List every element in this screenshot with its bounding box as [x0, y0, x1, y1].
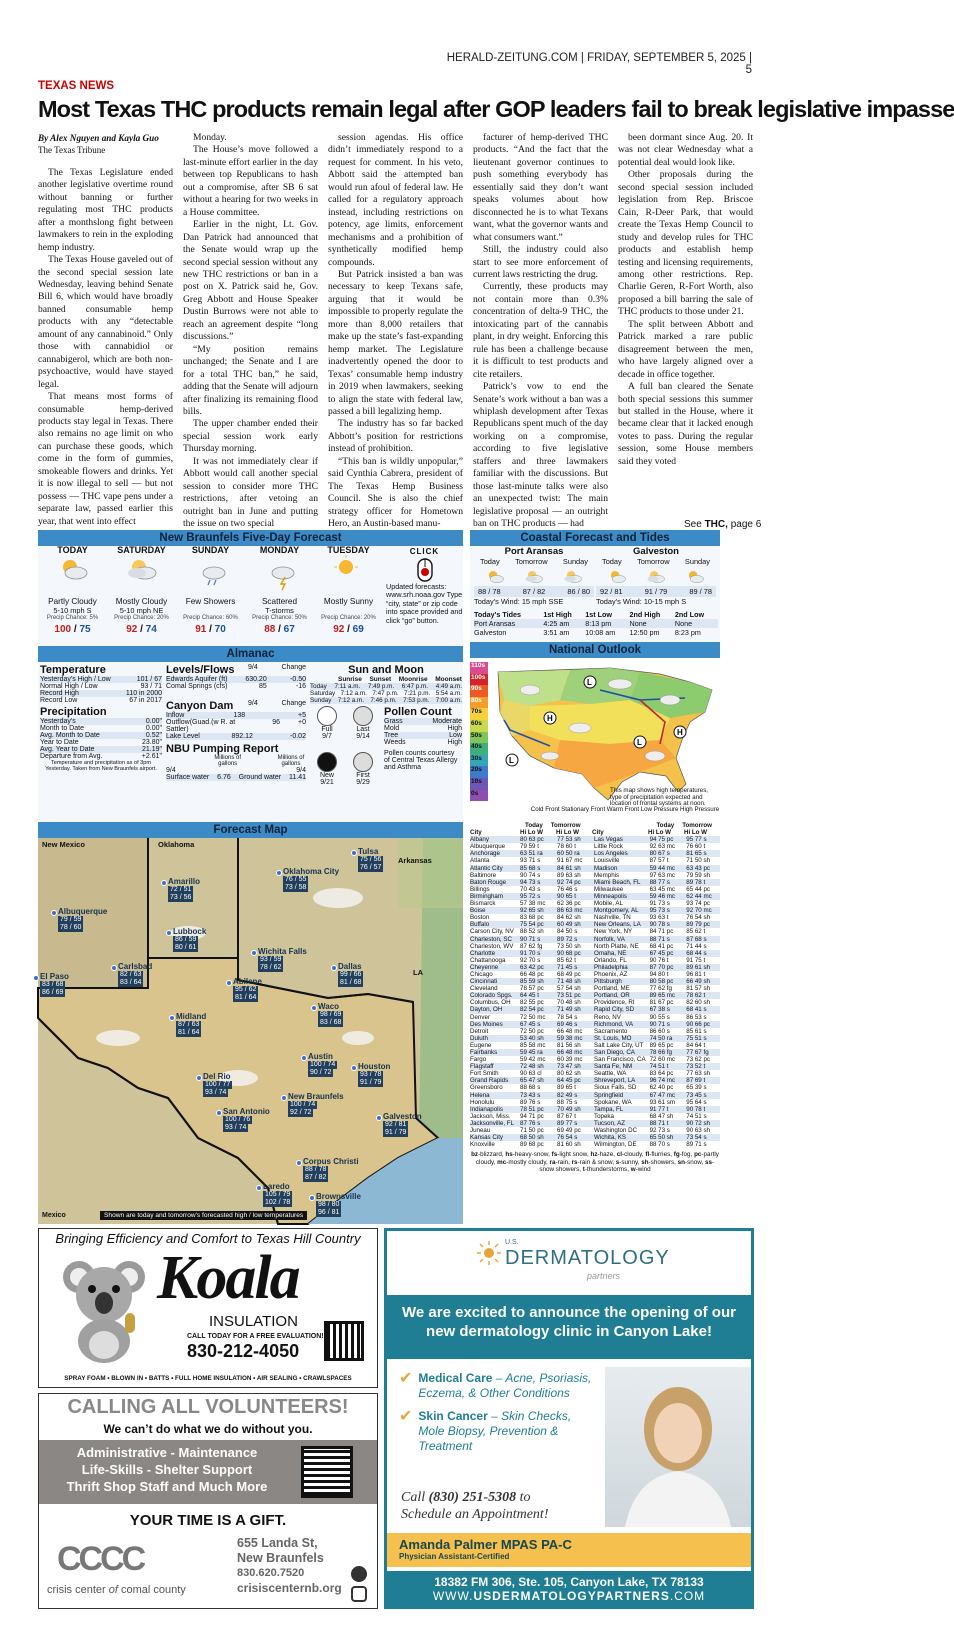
paragraph: The split between Abbott and Patrick marked a rare public disagreement between the men, who have largely aligned over a decade in office together.: [618, 318, 753, 380]
table-row: St. Louis, MO 74 50 ra 75 51 s: [594, 1035, 720, 1042]
temp-band: 10s: [470, 778, 488, 790]
moon-icon: [317, 706, 337, 726]
city-dot-icon: [256, 1185, 262, 1191]
levels-block: Levels/Flows 9/4 Change Edwards Aquifer (ft) 630.20 -0.50 Comal Springs (cfs) 85 -16 Canyon Dam 9/4 Change Inflow 138 +5 Outflow(Guad.(w R. at Sattler) 96 +0 Lake Level 892.12 -0.02 NBU Pumping Report Millions of gallons Millions of gallons 9/4 9/4 Surface water 6.76 Ground water 11.41: [166, 664, 306, 781]
map-city: Corpus Christi 88 / 78 87 / 82: [303, 1158, 359, 1182]
city-dot-icon: [111, 965, 117, 971]
city-dot-icon: [281, 1095, 287, 1101]
paragraph: facturer of hemp-derived THC products. “And the fact that the lieutenant governor continues to push something everybody has essentially said they don’t want speaks volumes about how disconnected he is to what Texans want, what the governor wants and what consumers want.”: [473, 132, 608, 243]
texas-map: [38, 838, 463, 1224]
table-row: Minneapolis 59 46 mc 62 44 mc: [594, 893, 720, 900]
table-row: Richmond, VA 90 71 s 90 66 pc: [594, 1021, 720, 1028]
map-state-label: Oklahoma: [158, 840, 195, 849]
table-row: Atlantic City 85 68 s 84 61 sh: [470, 865, 594, 872]
tides-table: Today's Tides 1st High 1st Low 2nd High 2nd Low Port Aransas 4:25 am 8:13 pm None None Galveston 3:51 am 10:08 am 12:50 pm 8:23 pm: [474, 610, 718, 637]
almanac-row: Record Low 67 in 2017: [40, 697, 162, 704]
table-row: Detroit 72 50 pc 66 48 mc: [470, 1027, 583, 1035]
map-city: Dallas 99 / 66 81 / 68: [338, 963, 363, 987]
moon-icon: [353, 706, 373, 726]
sun-row: Sunday 7:12 a.m. 7:46 p.m. 7:53 p.m. 7:00 a.m.: [310, 697, 462, 704]
city-dot-icon: [376, 1115, 382, 1121]
temp-band: 80s: [470, 697, 488, 709]
table-row: Charleston, WV 87 62 fg 73 50 sh: [470, 942, 581, 950]
table-row: Wilmington, DE 88 70 s 89 71 s: [594, 1141, 707, 1149]
article-column-1: [38, 132, 173, 527]
hi-lo: 100 / 75: [54, 624, 91, 635]
table-row: Chicago 66 48 pc 68 49 pc: [470, 970, 581, 978]
almanac-panel: [38, 662, 463, 822]
table-row: Indianapolis 78 51 pc 70 49 sh: [470, 1106, 594, 1113]
hi-lo: 92 / 69: [333, 624, 364, 635]
temperature-block: Temperature Yesterday's High / Low 101 / 67 Normal High / Low 93 / 71 Record High 110 in 2000 Record Low 67 in 2017 Precipitation Yesterday's 0.00" Month to Date 0.00" Avg. Month to Date 0.52" Year to Date 23.80" Avg. Year to Date 21.19" Departure from Avg. +2.61" Temperature and precipitation as of 3pm Yesterday. Taken from New Braunfels airport.: [40, 664, 162, 772]
article-column-4: [473, 132, 608, 530]
paragraph: Patrick’s vow to end the Senate’s work without a ban was a whiplash development after Texas Republicans spent much of the day working on a compromise, according to five legislative staffers and three lawmakers familiar with the discussions. But those last-minute talks were also an unexpected twist: The main legislative proposal — an outright ban on THC products — had: [473, 381, 608, 530]
table-row: Denver 72 50 mc 78 54 s: [470, 1013, 578, 1021]
port-aransas-block: Port Aransas Today Tomorrow Sunday 88 / 78 87 / 82 86 / 80 Today's Wind: 15 mph SSE: [474, 546, 594, 606]
temp-band: 60s: [470, 720, 488, 732]
table-row: Cleveland 78 57 pc 57 54 sh: [470, 985, 581, 993]
forecast-title: New Braunfels Five-Day Forecast: [38, 530, 463, 546]
moon-phase-first: First 9/29: [346, 752, 380, 786]
table-row: Montgomery, AL 95 73 s 92 70 mc: [594, 907, 720, 914]
map-state-label: Arkansas: [398, 856, 432, 865]
table-row: Flagstaff 72 48 sh 73 47 sh: [470, 1063, 594, 1070]
table-row: Santa Fe, NM 74 51 t 73 52 t: [594, 1063, 720, 1070]
mouse-icon: [386, 557, 463, 583]
partly-cloudy-icon: [606, 568, 628, 584]
map-city: Wichita Falls 93 / 59 78 / 62: [258, 948, 307, 972]
click-box[interactable]: CLICK Updated forecasts: www.srh.noaa.gov Type “city, state” or zip code into space provided and click “go” button.: [386, 547, 463, 625]
table-row: Nashville, TN 93 63 t 76 54 sh: [594, 914, 711, 922]
table-row: San Diego, CA 78 66 fg 77 67 fg: [594, 1049, 720, 1056]
table-row: Knoxville 89 68 pc 81 60 sh: [470, 1141, 581, 1149]
partly-cloudy-icon: [40, 555, 105, 597]
weather-code-legend: bz-blizzard, hs-heavy-snow, fs-light snow, hz-haze, cl-cloudy, fl-flurries, fg-fog, pc-partly cloudy, mc-mostly cloudy, ra-rain, rs-rain & snow, s-sunny, sh-showers, sn-snow, ss-snow showers, t-thunderstorms, w-wind: [471, 1151, 719, 1173]
city-dot-icon: [169, 1015, 175, 1021]
temp-band: 100s: [470, 674, 488, 686]
map-city: Galveston 92 / 81 91 / 79: [383, 1113, 422, 1137]
table-row: Billings 70 43 s 76 46 s: [470, 885, 578, 893]
map-state-label: New Mexico: [42, 840, 85, 849]
table-row: Cincinnati 85 59 sh 71 48 sh: [470, 978, 594, 985]
legend-item: Stationary Front: [561, 806, 606, 813]
table-row: Philadelphia 87 70 pc 89 61 sh: [594, 964, 720, 971]
table-row: Portland, OR 89 65 mc 78 62 t: [594, 992, 720, 999]
paragraph: been dormant since Aug. 20. It was not clear Wednesday what a potential deal would look like.: [618, 132, 753, 168]
city-table: Today Tomorrow Today Tomorrow City Hi Lo W Hi Lo W City Hi Lo W Hi Lo W Albany 80 63 pc 77 53 sh Albuquerque 79 59 t 78 60 t Anchorage 63 51 ra 60 50 ra Atlanta 93 71 s 91 67 mc Atlantic City 85 68 s 84 61 sh Baltimore 90 74 s 89 63 sh Baton Rouge 94 73 s 92 74 pc Billings 70 43 s 76 46 s Birmingham 95 72 s 90 65 t Bismarck 57 38 mc 62 36 pc Boise 92 65 sh 86 63 mc Boston 83 68 pc 84 62 sh Buffalo 75 54 pc 60 49 sh Carson City, NV 88 52 sh 84 50 s Charleston, SC 90 71 s 89 72 s Charleston, WV 87 62 fg 73 50 sh Charlotte 91 70 s 90 68 pc Chattanooga 92 70 s 85 62 t Cheyenne 63 42 pc 71 45 s Chicago 66 48 pc 68 49 pc Cincinnati 85 59 sh 71 48 sh Cleveland 78 57 pc 57 54 sh Colorado Spgs. 64 45 t 73 51 pc Columbus, OH 82 55 pc 70 48 sh Dayton, OH 82 54 pc 71 49 sh Denver 72 50 mc 78 54 s Des Moines 67 45 s 69 46 s Detroit 72 50 pc 66 48 mc Duluth 53 40 sh 59 38 mc Eugene 85 58 mc 81 56 sh Fairbanks 59 45 ra 66 48 mc Fargo 59 42 mc 60 39 mc Flagstaff 72 48 sh 73 47 sh Fort Smith 90 63 cl 80 62 sh Grand Rapids 65 47 sh 64 45 pc Greensboro 88 68 s 89 65 t Helena 73 43 s 82 49 s Honolulu 89 76 s 88 75 s Indianapolis 78 51 pc 70 49 sh Jackson, Miss. 94 71 pc 87 67 t Jacksonville, FL 87 76 s 89 77 s Juneau 71 50 pc 69 49 pc Kansas City 68 50 sh 76 54 s Knoxville 89 68 pc 81 60 sh Las Vegas 94 75 pc 95 77 s Little Rock 92 63 mc 76 60 t Los Angeles 80 67 s 81 65 s Louisville 87 57 t 71 50 sh Madison 59 44 mc 63 43 pc Memphis 97 63 mc 79 59 sh Miami Beach, FL 88 77 s 89 78 t Milwaukee 63 45 mc 65 44 pc Minneapolis 59 46 mc 62 44 mc Mobile, AL 91 73 s 93 74 pc Montgomery, AL 95 73 s 92 70 mc Nashville, TN 93 63 t 76 54 sh New Orleans, LA 90 78 s 89 79 pc New York, NY 84 71 pc 85 62 t Norfolk, VA 88 71 s 87 68 s North Platte, NE 68 41 pc 71 44 s Omaha, NE 67 45 pc 68 44 s Orlando, FL 90 76 t 91 75 t Philadelphia 87 70 pc 89 61 sh Phoenix, AZ 94 80 t 96 81 t Pittsburgh 80 58 pc 66 49 sh Portland, ME 77 62 fg 81 57 sh Portland, OR 89 65 mc 78 62 t Providence, RI 81 67 pc 82 60 sh Rapid City, SD 67 38 s 68 41 s Reno, NV 90 55 s 86 53 s Richmond, VA 90 71 s 90 66 pc Sacramento 86 60 s 85 61 s St. Louis, MO 74 50 ra 75 51 s Salt Lake City, UT 89 65 pc 84 64 t San Diego, CA 78 66 fg 77 67 fg San Francisco, CA 72 60 mc 73 62 pc Santa Fe, NM 74 51 t 73 52 t Seattle, WA 83 64 pc 77 63 sh Shreveport, LA 96 74 mc 87 69 t Sioux Falls, SD 62 40 pc 65 39 s Springfield 67 47 mc 73 45 s Spokane, WA 93 61 sm 95 64 s Tampa, FL 91 77 t 90 78 t Topeka 68 47 sh 74 51 s Tucson, AZ 88 71 t 90 72 sh Washington DC 92 73 s 90 63 sh Wichita, KS 65 50 sh 73 54 s Wilmington, DE 88 70 s 89 71 s bz-blizzard, hs-heavy-snow, fs-light snow, hz-haze, cl-cloudy, fl-flurries, fg-fog, pc-partly cloudy, mc-mostly cloudy, ra-rain, rs-rain & snow, s-sunny, sh-showers, sn-snow, ss-snow showers, t-thunderstorms, w-wind: [470, 822, 719, 1173]
map-city: Waco 98 / 69 83 / 68: [318, 1003, 343, 1027]
table-row: Cheyenne 63 42 pc 71 45 s: [470, 964, 594, 971]
table-row: Seattle, WA 83 64 pc 77 63 sh: [594, 1070, 711, 1078]
table-row: Memphis 97 63 mc 79 59 sh: [594, 871, 711, 879]
map-city: Amarillo 72 / 51 73 / 56: [168, 878, 200, 902]
paragraph: Still, the industry could also start to see more enforcement of current laws restricting the drug.: [473, 244, 608, 280]
paragraph: But Patrick insisted a ban was necessary to keep Texans safe, arguing that it would be impossible to properly regulate the more than 8,000 retailers that make up the state’s fast-expanding hemp market. The Legislature inadvertently opened the door to Texas’ consumable hemp industry in 2019 when lawmakers, seeking to align the state with federal law, passed a bill legalizing hemp.: [328, 268, 463, 417]
paragraph: The upper chamber ended their special session work early Thursday morning.: [183, 418, 318, 455]
hi-lo: 88 / 67: [264, 624, 295, 635]
map-caption: Shown are today and tomorrow's forecasted high / low temperatures: [100, 1211, 307, 1220]
legend-item: Warm Front: [606, 806, 640, 813]
almanac-row: Tree Low: [384, 732, 462, 739]
moon-phases: [310, 706, 380, 801]
temp-band: 50s: [470, 732, 488, 744]
table-row: Sioux Falls, SD 62 40 pc 65 39 s: [594, 1084, 707, 1092]
cloudy-icon: [523, 568, 545, 584]
low-pressure-icon: [634, 736, 646, 748]
paragraph: Other proposals during the second special session included legislation from Rep. Briscoe Cain, R-Deer Park, that would create the Texas Hemp Council to study and develop rules for THC products and establish hemp testing and licensing requirements, among other restrictions. Rep. Charlie Geren, R-Fort Worth, also proposed a bill barring the sale of THC products to those under 21.: [618, 169, 753, 318]
almanac-row: Edwards Aquifer (ft) 630.20 -0.50: [166, 676, 306, 683]
almanac-row: Weeds High: [384, 739, 462, 746]
derm-logo: U.S. DERMATOLOGY partners: [477, 1239, 677, 1287]
cloudy-icon: [562, 568, 584, 584]
table-row: Buffalo 75 54 pc 60 49 sh: [470, 921, 594, 928]
table-row: Madison 59 44 mc 63 43 pc: [594, 865, 720, 872]
paragraph: It was not immediately clear if Abbott would call another special session to consider more THC restrictions, after vetoing an outright ban in June and putting the issue on two special: [183, 455, 318, 530]
legend-item: Cold Front: [530, 806, 560, 813]
map-city: Austin 100 / 74 90 / 72: [308, 1053, 337, 1077]
map-state-label: LA: [413, 968, 423, 977]
svg-text:L: L: [509, 756, 514, 765]
city-dot-icon: [331, 965, 337, 971]
koala-ad[interactable]: Bringing Efficiency and Comfort to Texas Hill Country Koala INSULATION CALL TODAY FOR A FREE EVALUATION! 830-212-4050 SPRAY FOAM • BLOWN IN • BATTS • FULL HOME INSULATION • AIR SEALING • CRAWLSPACES: [38, 1228, 378, 1388]
city-dot-icon: [216, 1110, 222, 1116]
koala-phone[interactable]: 830-212-4050: [187, 1341, 300, 1361]
almanac-row: Yesterday's 0.00": [40, 718, 162, 725]
table-row: San Francisco, CA 72 60 mc 73 62 pc: [594, 1056, 711, 1064]
almanac-row: Grass Moderate: [384, 718, 462, 725]
moon-icon: [317, 752, 337, 772]
article-column-5: [618, 132, 753, 502]
cloudy-icon: [645, 568, 667, 584]
city-dot-icon: [33, 975, 39, 981]
low-pressure-icon: [506, 754, 518, 766]
svg-text:H: H: [547, 714, 553, 723]
map-city: Midland 87 / 63 81 / 64: [176, 1013, 206, 1037]
sun-row: Saturday 7:12 a.m. 7:47 p.m. 7:21 p.m. 5:54 a.m.: [310, 690, 462, 697]
almanac-title: Almanac: [38, 646, 463, 662]
paragraph: Monday.: [193, 132, 227, 143]
table-row: Fargo 59 42 mc 60 39 mc: [470, 1056, 583, 1064]
paragraph: The Texas House gaveled out of the second special session late Wednesday, leaving behind Senate Bill 6, which would have broadly banned consumable hemp products with any “detectable amount of any cannabinoid.” Only those with cannabidiol or cannabigerol, which are both non-psychoactive, would have stayed legal.: [38, 254, 173, 390]
table-row: Honolulu 89 76 s 88 75 s: [470, 1098, 578, 1106]
almanac-row: Mold High: [384, 725, 462, 732]
doctor-photo: [605, 1367, 751, 1527]
city-dot-icon: [351, 1065, 357, 1071]
map-city: Abilene 95 / 62 81 / 64: [233, 978, 262, 1002]
city-dot-icon: [166, 930, 172, 936]
instagram-icon[interactable]: [351, 1586, 367, 1602]
temp-band: 40s: [470, 743, 488, 755]
national-title: National Outlook: [470, 642, 720, 658]
table-row: Providence, RI 81 67 pc 82 60 sh: [594, 999, 711, 1007]
forecast-day-3: SUNDAY Few Showers Precip Chance: 60% 91 / 70: [178, 545, 243, 635]
city-dot-icon: [251, 950, 257, 956]
partly-cloudy-icon: [484, 568, 506, 584]
table-row: Spokane, WA 93 61 sm 95 64 s: [594, 1098, 707, 1106]
table-row: Juneau 71 50 pc 69 49 pc: [470, 1127, 581, 1135]
table-row: New York, NY 84 71 pc 85 62 t: [594, 928, 706, 936]
paragraph: The House’s move followed a last-minute effort earlier in the day between top Republicans to hash out a compromise, after SB 6 sat without a hearing for two weeks in a House committee.: [183, 144, 318, 218]
table-row: Boise 92 65 sh 86 63 mc: [470, 907, 594, 914]
map-city: El Paso 83 / 68 86 / 69: [40, 973, 69, 997]
mostly-cloudy-icon: [109, 555, 174, 597]
sun-row: Today 7:11 a.m. 7:49 p.m. 6:47 p.m. 4:49 a.m.: [310, 683, 462, 690]
paragraph: Currently, these products may not contain more than 0.3% concentration of delta-9 THC, the intoxicating part of the cannabis plant, in dry weight. Enforcing this rule has been a challenge because it is difficult to test products and cite retailers.: [473, 281, 608, 380]
table-row: Albuquerque 79 59 t 78 60 t: [470, 843, 576, 851]
sun-logo-icon: [477, 1241, 501, 1265]
high-pressure-icon: [544, 712, 556, 724]
map-city: Albuquerque 79 / 59 78 / 60: [58, 908, 107, 932]
table-row: Norfolk, VA 88 71 s 87 68 s: [594, 936, 720, 943]
map-city: Carlsbad 82 / 63 83 / 64: [118, 963, 152, 987]
coastal-panel: [470, 546, 720, 642]
almanac-row: Normal High / Low 93 / 71: [40, 683, 162, 690]
almanac-row: Lake Level 892.12 -0.02: [166, 733, 306, 740]
table-row: Baton Rouge 94 73 s 92 74 pc: [470, 879, 594, 886]
crisis-web[interactable]: crisiscenternb.org: [237, 1581, 342, 1595]
moon-icon: [353, 752, 373, 772]
sun-moon-block: Sun and Moon Sunrise Sunset Moonrise Moonset Today 7:11 a.m. 7:49 p.m. 6:47 p.m. 4:49 a.m. Saturday 7:12 a.m. 7:47 p.m. 7:21 p.m. 5:54 a.m. Sunday 7:12 a.m. 7:46 p.m. 7:53 p.m. 7:00 a.m. Full 9/7 Last 9/14 New 9/21 First 9/29 Pollen Count Grass Moderate Mold High Tree Low Weeds High Pollen counts courtesy of Central Texas Allergy and Asthma: [310, 664, 462, 704]
table-row: Reno, NV 90 55 s 86 53 s: [594, 1013, 707, 1021]
headline: Most Texas THC products remain legal after GOP leaders fail to break legislative impasse: [38, 96, 954, 122]
hi-lo: 92 / 74: [126, 624, 157, 635]
koala-mascot-icon: [59, 1253, 149, 1363]
qr-code-icon[interactable]: [301, 1446, 353, 1498]
temp-band: 90s: [470, 685, 488, 697]
byline-org: The Texas Tribune: [38, 145, 106, 156]
city-dot-icon: [311, 1005, 317, 1011]
org-name: crisis center of comal county: [47, 1584, 186, 1596]
table-row: Washington DC 92 73 s 90 63 sh: [594, 1127, 711, 1135]
forecast-day-2: SATURDAY Mostly Cloudy 5-10 mph NE Precip Chance: 20% 92 / 74: [109, 545, 174, 635]
paragraph: The industry has so far backed Abbott’s position for restrictions instead of prohibition.: [328, 418, 463, 455]
city-dot-icon: [276, 870, 282, 876]
table-row: Charleston, SC 90 71 s 89 72 s: [470, 936, 594, 943]
table-row: Atlanta 93 71 s 91 67 mc: [470, 857, 583, 865]
table-row: Jacksonville, FL 87 76 s 89 77 s: [470, 1120, 594, 1127]
paragraph: A full ban cleared the Senate both special sessions this summer but stalled in the House, where it became clear that it lacked enough votes to pass. During the regular session, some House members said they voted: [618, 381, 753, 467]
paragraph: “This ban is wildly unpopular,” said Cynthia Cabrera, president of The Texas Hemp Business Council. She is also the chief strategy officer for Hometown Hero, an Austin-based manu-: [328, 455, 463, 530]
national-map: 110s 100s 90s 80s 70s 60s 50s 40s 30s 20s 10s 0s L H L H L This map shows high temperatures, type of precipitation expected and location of frontal systems at noon. Cold Front Stationary Front Warm Front Low Pressure High Pressure: [471, 662, 720, 813]
almanac-row: Avg. Month to Date 0.52": [40, 732, 162, 739]
table-row: Phoenix, AZ 94 80 t 96 81 t: [594, 970, 706, 978]
table-row: Eugene 85 58 mc 81 56 sh: [470, 1041, 581, 1049]
partly-cloudy-icon: [684, 568, 706, 584]
temp-band: 20s: [470, 766, 488, 778]
forecast-day-1: TODAY Partly Cloudy 5-10 mph S Precip Chance: 5% 100 / 75: [40, 545, 105, 635]
crisis-center-logo: CCCC: [57, 1540, 144, 1578]
table-row: Boston 83 68 pc 84 62 sh: [470, 914, 581, 922]
city-dot-icon: [351, 850, 357, 856]
low-pressure-icon: [584, 676, 596, 688]
temp-band: 0s: [470, 790, 488, 802]
table-row: Milwaukee 63 45 mc 65 44 pc: [594, 885, 711, 893]
almanac-row: Year to Date 23.80": [40, 739, 162, 746]
coastal-icons: [596, 566, 716, 586]
almanac-row: Record High 110 in 2000: [40, 690, 162, 697]
table-row: Des Moines 67 45 s 69 46 s: [470, 1021, 594, 1028]
map-city: New Braunfels 100 / 74 92 / 72: [288, 1093, 344, 1117]
coastal-icons: [474, 566, 594, 586]
almanac-row: Yesterday's High / Low 101 / 67: [40, 676, 162, 683]
table-row: Shreveport, LA 96 74 mc 87 69 t: [594, 1077, 720, 1084]
moon-phase-full: Full 9/7: [310, 706, 344, 740]
city-dot-icon: [226, 980, 232, 986]
table-row: Albany 80 63 pc 77 53 sh: [470, 836, 594, 843]
city-dot-icon: [296, 1160, 302, 1166]
table-row: Charlotte 91 70 s 90 68 pc: [470, 950, 594, 957]
byline: By Alex Nguyen and Kayla Guo: [38, 133, 159, 143]
section-label: TEXAS NEWS: [38, 80, 115, 92]
forecast-day-4: MONDAY Scattered T-storms Precip Chance: 50% 88 / 67: [247, 545, 312, 635]
table-row: Fairbanks 59 45 ra 66 48 mc: [470, 1049, 594, 1056]
paragraph: That means most forms of consumable hemp-derived products stay legal in Texas. There also remains no age limit on who can purchase these goods, which come in the form of gummies, smokeable flowers and drinks. Yet it is now illegal to sell — but not possess — THC vape pens under a separate law, passed earlier this year, that went into effect: [38, 391, 173, 527]
table-row: Carson City, NV 88 52 sh 84 50 s: [470, 928, 578, 936]
table-row: Omaha, NE 67 45 pc 68 44 s: [594, 950, 720, 957]
masthead: HERALD-ZEITUNG.COM | FRIDAY, SEPTEMBER 5, 2025 | 5: [446, 52, 752, 76]
table-row: Topeka 68 47 sh 74 51 s: [594, 1112, 707, 1120]
table-row: Helena 73 43 s 82 49 s: [470, 1092, 594, 1099]
derm-phone[interactable]: (830) 251-5308: [428, 1490, 517, 1505]
table-row: Kansas City 68 50 sh 76 54 s: [470, 1134, 594, 1141]
high-pressure-icon: [674, 726, 686, 738]
table-row: Dayton, OH 82 54 pc 71 49 sh: [470, 1006, 594, 1013]
pollen-block: Pollen Count Grass Moderate Mold High Tree Low Weeds High Pollen counts courtesy of Central Texas Allergy and Asthma: [384, 706, 462, 771]
table-row: Chattanooga 92 70 s 85 62 t: [470, 956, 576, 964]
sunny-icon: [316, 555, 381, 597]
paragraph: “My position remains unchanged; the Senate and I are for a total THC ban,” he said, adding that the Senate will adjourn after finalizing its remaining flood bills.: [183, 343, 318, 417]
article-column-2: [183, 132, 318, 530]
volunteers-ad[interactable]: CALLING ALL VOLUNTEERS! We can’t do what we do without you. Administrative - Maintenance Life-Skills - Shelter Support Thrift Shop Staff and Much More YOUR TIME IS A GIFT. CCCC crisis center of comal county 655 Landa St, New Braunfels 830.620.7520 crisiscenternb.org: [38, 1393, 378, 1609]
volunteer-roles: Administrative - Maintenance Life-Skills - Shelter Support Thrift Shop Staff and Much More: [39, 1440, 377, 1504]
table-row: Rapid City, SD 67 38 s 68 41 s: [594, 1006, 720, 1013]
dermatology-ad[interactable]: U.S. DERMATOLOGY partners We are excited to announce the opening of our new dermatology clinic in Canyon Lake! ✔ Medical Care – Acne, Psoriasis, Eczema, & Other Conditions ✔ Skin Cancer – Skin Checks, Mole Biopsy, Prevention & Treatment Call (830) 251-5308 to Schedule an Appointment! Amanda Palmer MPAS PA-C Physician Assistant-Certified 18382 FM 306, Ste. 105, Canyon Lake, TX 78133 WWW.USDERMATOLOGYPARTNERS.COM: [384, 1228, 754, 1609]
table-row: Los Angeles 80 67 s 81 65 s: [594, 850, 720, 857]
almanac-row: Outflow(Guad.(w R. at Sattler) 96 +0: [166, 719, 306, 733]
table-row: Baltimore 90 74 s 89 63 sh: [470, 871, 581, 879]
map-city: Brownsville 98 / 80 96 / 81: [316, 1193, 361, 1217]
facebook-icon[interactable]: [351, 1566, 367, 1582]
table-row: Grand Rapids 65 47 sh 64 45 pc: [470, 1077, 594, 1084]
almanac-row: Avg. Year to Date 21.19": [40, 746, 162, 753]
table-row: Bismarck 57 38 mc 62 36 pc: [470, 900, 581, 908]
map-city: Oklahoma City 76 / 55 73 / 58: [283, 868, 339, 892]
table-row: Springfield 67 47 mc 73 45 s: [594, 1092, 720, 1099]
table-row: Anchorage 63 51 ra 60 50 ra: [470, 850, 594, 857]
table-row: Mobile, AL 91 73 s 93 74 pc: [594, 900, 711, 908]
city-dot-icon: [161, 880, 167, 886]
almanac-row: Month to Date 0.00": [40, 725, 162, 732]
temp-band: 70s: [470, 708, 488, 720]
article-column-3: [328, 132, 463, 530]
city-dot-icon: [51, 910, 57, 916]
table-row: Jackson, Miss. 94 71 pc 87 67 t: [470, 1112, 576, 1120]
table-row: Sacramento 86 60 s 85 61 s: [594, 1027, 707, 1035]
paragraph: Earlier in the night, Lt. Gov. Dan Patrick had announced that the Senate would wrap up the second special session without any new THC restrictions or ban in a post on X. Patrick said he, Gov. Greg Abbott and House Speaker Dustin Burrows were not able to reach an agreement despite “long discussions.”: [183, 219, 318, 343]
almanac-row: Inflow 138 +5: [166, 712, 306, 719]
svg-text:L: L: [587, 678, 592, 687]
forecast-map-title: Forecast Map: [38, 822, 463, 838]
table-row: Fort Smith 90 63 cl 80 62 sh: [470, 1070, 581, 1078]
temp-band: 110s: [470, 662, 488, 674]
table-row: New Orleans, LA 90 78 s 89 79 pc: [594, 921, 720, 928]
svg-text:L: L: [637, 738, 642, 747]
temp-band: 30s: [470, 755, 488, 767]
showers-icon: [178, 555, 243, 597]
table-row: Greensboro 88 68 s 89 65 t: [470, 1084, 576, 1092]
map-city: Lubbock 86 / 59 80 / 61: [173, 928, 206, 952]
table-row: Pittsburgh 80 58 pc 66 49 sh: [594, 978, 720, 985]
jump-link[interactable]: See THC, page 6: [684, 519, 762, 530]
table-row: Duluth 53 40 sh 59 38 mc: [470, 1035, 594, 1042]
moon-phase-last: Last 9/14: [346, 706, 380, 740]
check-icon: ✔: [399, 1408, 413, 1425]
galveston-block: Galveston Today Tomorrow Sunday 92 / 81 91 / 79 89 / 78 Today's Wind: 10-15 mph S: [596, 546, 716, 606]
map-city: Houston 93 / 78 91 / 79: [358, 1063, 390, 1087]
qr-code-icon[interactable]: [324, 1321, 364, 1361]
table-row: Tucson, AZ 88 71 t 90 72 sh: [594, 1120, 720, 1127]
table-row: North Platte, NE 68 41 pc 71 44 s: [594, 942, 707, 950]
table-row: Colorado Spgs. 64 45 t 73 51 pc: [470, 992, 594, 999]
almanac-row: Departure from Avg. +2.61": [40, 753, 162, 760]
svg-text:H: H: [677, 728, 683, 737]
forecast-day-5: TUESDAY Mostly Sunny Precip Chance: 20% 92 / 69: [316, 545, 381, 635]
almanac-row: Comal Springs (cfs) 85 -16: [166, 683, 306, 690]
city-dot-icon: [196, 1075, 202, 1081]
table-row: Portland, ME 77 62 fg 81 57 sh: [594, 985, 711, 993]
table-row: Little Rock 92 63 mc 76 60 t: [594, 843, 706, 851]
paragraph: The Texas Legislature ended another legislative overtime round without banning or further regulating most THC products after a monthslong fight between lawmakers to rein in the exploding hemp industry.: [38, 166, 173, 253]
derm-website[interactable]: WWW.USDERMATOLOGYPARTNERS.COM: [432, 1589, 706, 1603]
map-city: Tulsa 75 / 56 76 / 57: [358, 848, 383, 872]
table-row: Wichita, KS 65 50 sh 73 54 s: [594, 1134, 720, 1141]
legend-item: Low Pressure: [640, 806, 679, 813]
table-row: Orlando, FL 90 76 t 91 75 t: [594, 956, 706, 964]
check-icon: ✔: [399, 1370, 413, 1387]
thunderstorm-icon: [247, 555, 312, 597]
map-legend: [530, 806, 720, 813]
paragraph: session agendas. His office didn’t immediately respond to a request for comment. In his veto, Abbott said the attempted ban would run afoul of federal law. He called for a regulatory approach instead, including restrictions on potency, age limits, enforcement mechanisms and a prohibition of synthetically modified hemp compounds.: [328, 132, 463, 268]
table-row: Columbus, OH 82 55 pc 70 48 sh: [470, 999, 581, 1007]
table-row: Tampa, FL 91 77 t 90 78 t: [594, 1106, 720, 1113]
city-dot-icon: [301, 1055, 307, 1061]
map-city: Laredo 105 / 79 102 / 78: [263, 1183, 292, 1207]
map-city: San Antonio 100 / 76 93 / 74: [223, 1108, 270, 1132]
legend-item: High Pressure: [680, 806, 720, 813]
map-state-label: Mexico: [42, 1212, 66, 1219]
hi-lo: 91 / 70: [195, 624, 226, 635]
map-city: Del Rio 100 / 77 93 / 74: [203, 1073, 232, 1097]
table-row: Salt Lake City, UT 89 65 pc 84 64 t: [594, 1041, 706, 1049]
table-row: Birmingham 95 72 s 90 65 t: [470, 893, 594, 900]
table-row: Las Vegas 94 75 pc 95 77 s: [594, 836, 720, 843]
moon-phase-new: New 9/21: [310, 752, 344, 786]
table-row: Louisville 87 57 t 71 50 sh: [594, 857, 711, 865]
table-row: Miami Beach, FL 88 77 s 89 78 t: [594, 879, 720, 886]
coastal-title: Coastal Forecast and Tides: [470, 530, 720, 546]
city-dot-icon: [309, 1195, 315, 1201]
